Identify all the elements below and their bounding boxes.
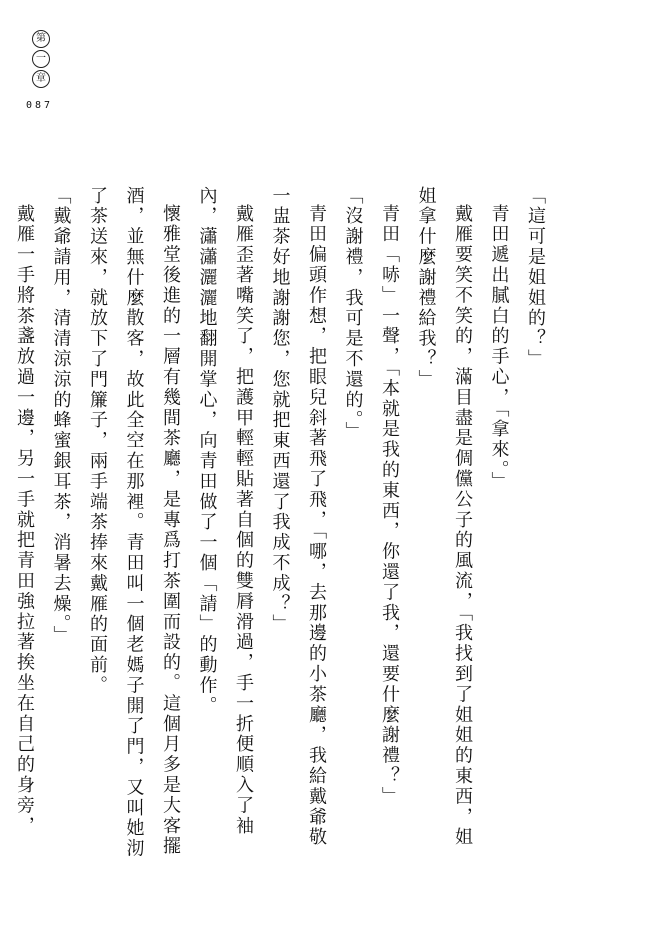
paragraph-1: 「這可是姐姐的？」 [525,186,546,370]
paragraph-8: 懷雅堂後進的一層有幾間茶廳，是專爲打茶圍而設的。這個月多是大客擺酒，並無什麼散客，故此全空在那裡。青田叫一個老媽子開了門，又叫她沏了茶送來，就放下了門簾子，兩手端茶捧來戴雁的面前。 [87,186,181,860]
paragraph-4: 青田「哧」一聲，「本就是我的東西，你還了我，還要什麼謝禮？」 [379,204,400,807]
paragraph-9: 「戴爺請用，清清涼涼的蜂蜜銀耳茶，消暑去燥。」 [50,186,72,647]
paragraph-2: 青田遞出膩白的手心，「拿來。」 [488,204,510,492]
body-text [0,186,553,866]
paragraph-10: 戴雁一手將茶盞放過一邊，另一手就把青田強拉著挨坐在自己的身旁， [14,204,35,837]
paragraph-3: 戴雁要笑不笑的，滿目盡是倜儻公子的風流，「我找到了姐姐的東西，姐姐拿什麼謝禮給我？」 [415,186,473,848]
page-number: 087 [26,100,54,111]
paragraph-6: 青田偏頭作想，把眼兒斜著飛了飛，「哪，去那邊的小茶廳，我給戴爺敬一盅茶好地謝謝您，您就把東西還了我成不成？」 [269,186,327,848]
paragraph-7: 戴雁歪著嘴笑了，把護甲輕輕貼著自個的雙脣滑過，手一折便順入了袖內，瀟瀟灑灑地翻開掌心，向青田做了一個「請」的動作。 [196,186,254,837]
paragraph-5: 「沒謝禮，我可是不還的。」 [342,186,364,443]
chapter-char-2: 一 [32,50,50,68]
chapter-mark [30,30,52,90]
chapter-char-1: 第 [32,30,50,48]
chapter-char-3: 章 [32,70,50,88]
